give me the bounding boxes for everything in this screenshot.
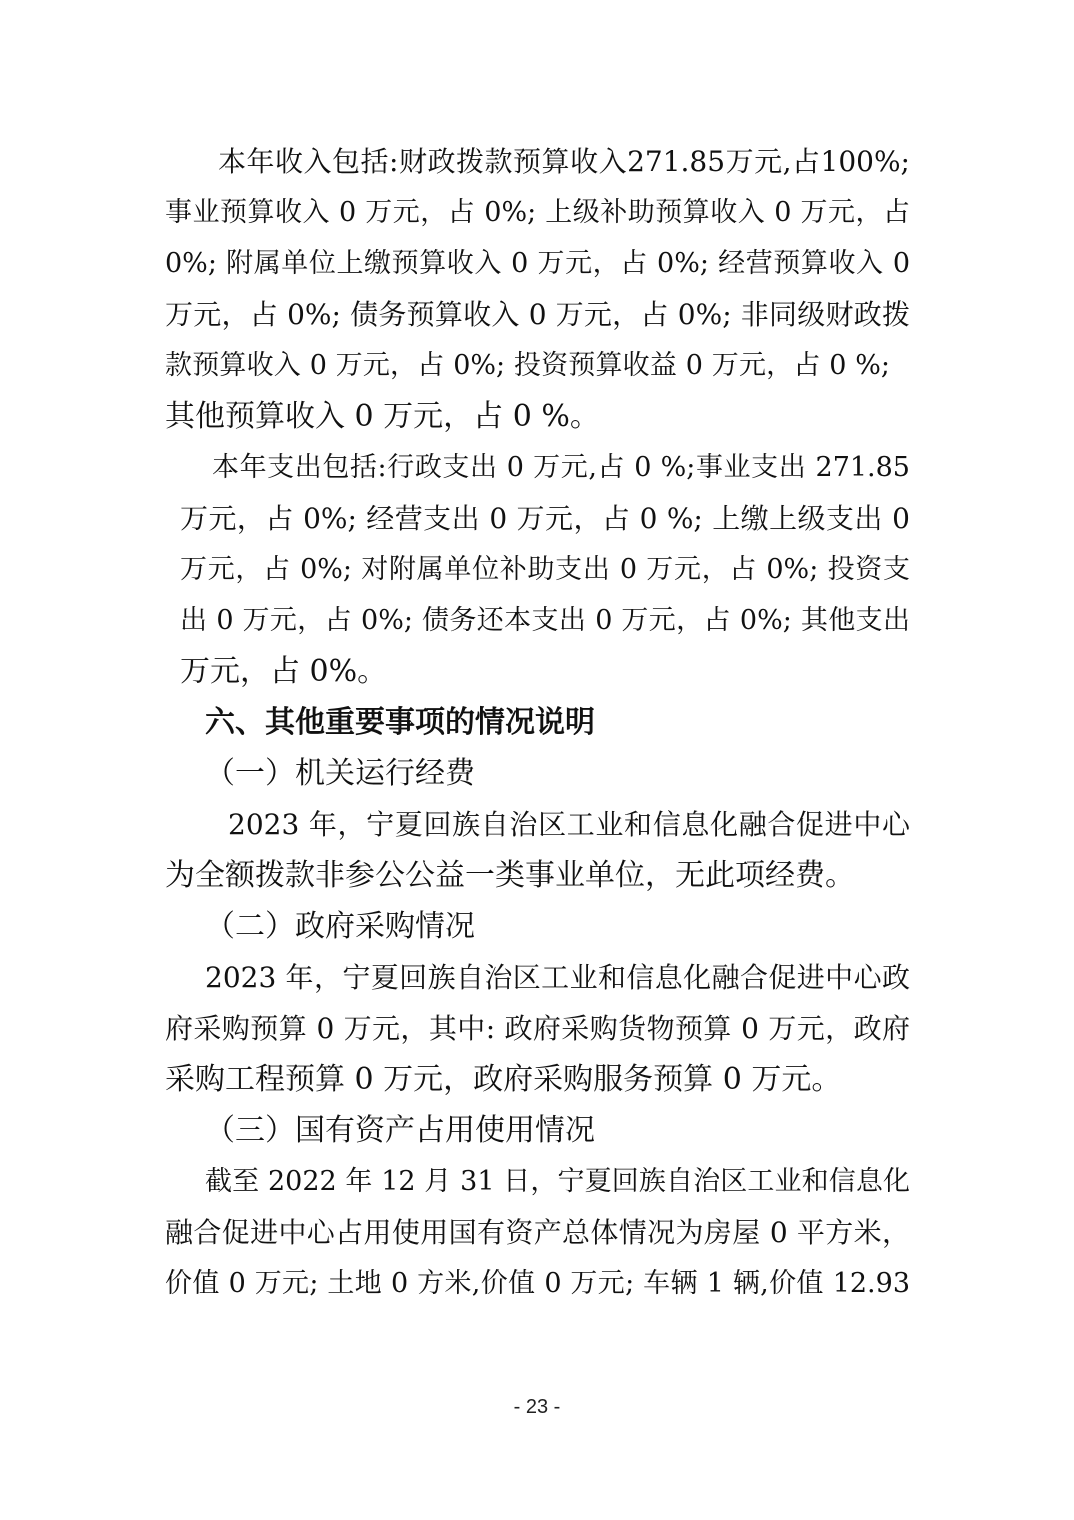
- sub2-title: （二）政府采购情况: [205, 909, 475, 944]
- sub2-line-2: 府采购预算 0 万元，其中: 政府采购货物预算 0 万元，政府: [165, 1012, 910, 1045]
- income-line-2: 事业预算收入 0 万元，占 0%; 上级补助预算收入 0 万元，占: [165, 197, 910, 228]
- sub2-line-1: 2023 年，宁夏回族自治区工业和信息化融合促进中心政: [205, 961, 910, 994]
- sub2-line-3: 采购工程预算 0 万元，政府采购服务预算 0 万元。: [165, 1062, 842, 1097]
- sub1-line-1: 2023 年，宁夏回族自治区工业和信息化融合促进中心: [228, 808, 910, 841]
- sub1-title: （一）机关运行经费: [205, 756, 475, 791]
- sub3-line-1: 截至 2022 年 12 月 31 日，宁夏回族自治区工业和信息化: [205, 1166, 910, 1197]
- sub3-line-3: 价值 0 万元; 土地 0 方米,价值 0 万元; 车辆 1 辆,价值 12.93: [165, 1268, 910, 1299]
- expense-line-3: 万元，占 0%; 对附属单位补助支出 0 万元，占 0%; 投资支: [180, 554, 910, 585]
- expense-line-1: 本年支出包括:行政支出 0 万元,占 0 %;事业支出 271.85: [212, 452, 910, 483]
- income-line-1: 本年收入包括:财政拨款预算收入271.85万元,占100%;: [218, 145, 910, 178]
- page-number: - 23 -: [513, 1396, 561, 1418]
- expense-line-2: 万元，占 0%; 经营支出 0 万元，占 0 %; 上缴上级支出 0: [180, 502, 910, 535]
- sub3-line-2: 融合促进中心占用使用国有资产总体情况为房屋 0 平方米，: [165, 1216, 910, 1249]
- expense-line-4: 出 0 万元，占 0%; 债务还本支出 0 万元，占 0%; 其他支出: [180, 605, 910, 636]
- income-line-3: 0%; 附属单位上缴预算收入 0 万元，占 0%; 经营预算收入 0: [165, 248, 910, 279]
- sub1-line-2: 为全额拨款非参公公益一类事业单位，无此项经费。: [165, 858, 855, 893]
- section-heading: 六、其他重要事项的情况说明: [205, 705, 595, 740]
- expense-line-5: 万元，占 0%。: [180, 654, 388, 689]
- income-line-6: 其他预算收入 0 万元，占 0 %。: [165, 399, 600, 434]
- income-line-4: 万元，占 0%; 债务预算收入 0 万元，占 0%; 非同级财政拨: [165, 298, 910, 331]
- sub3-title: （三）国有资产占用使用情况: [205, 1113, 595, 1148]
- income-line-5: 款预算收入 0 万元，占 0%; 投资预算收益 0 万元，占 0 %;: [165, 350, 890, 381]
